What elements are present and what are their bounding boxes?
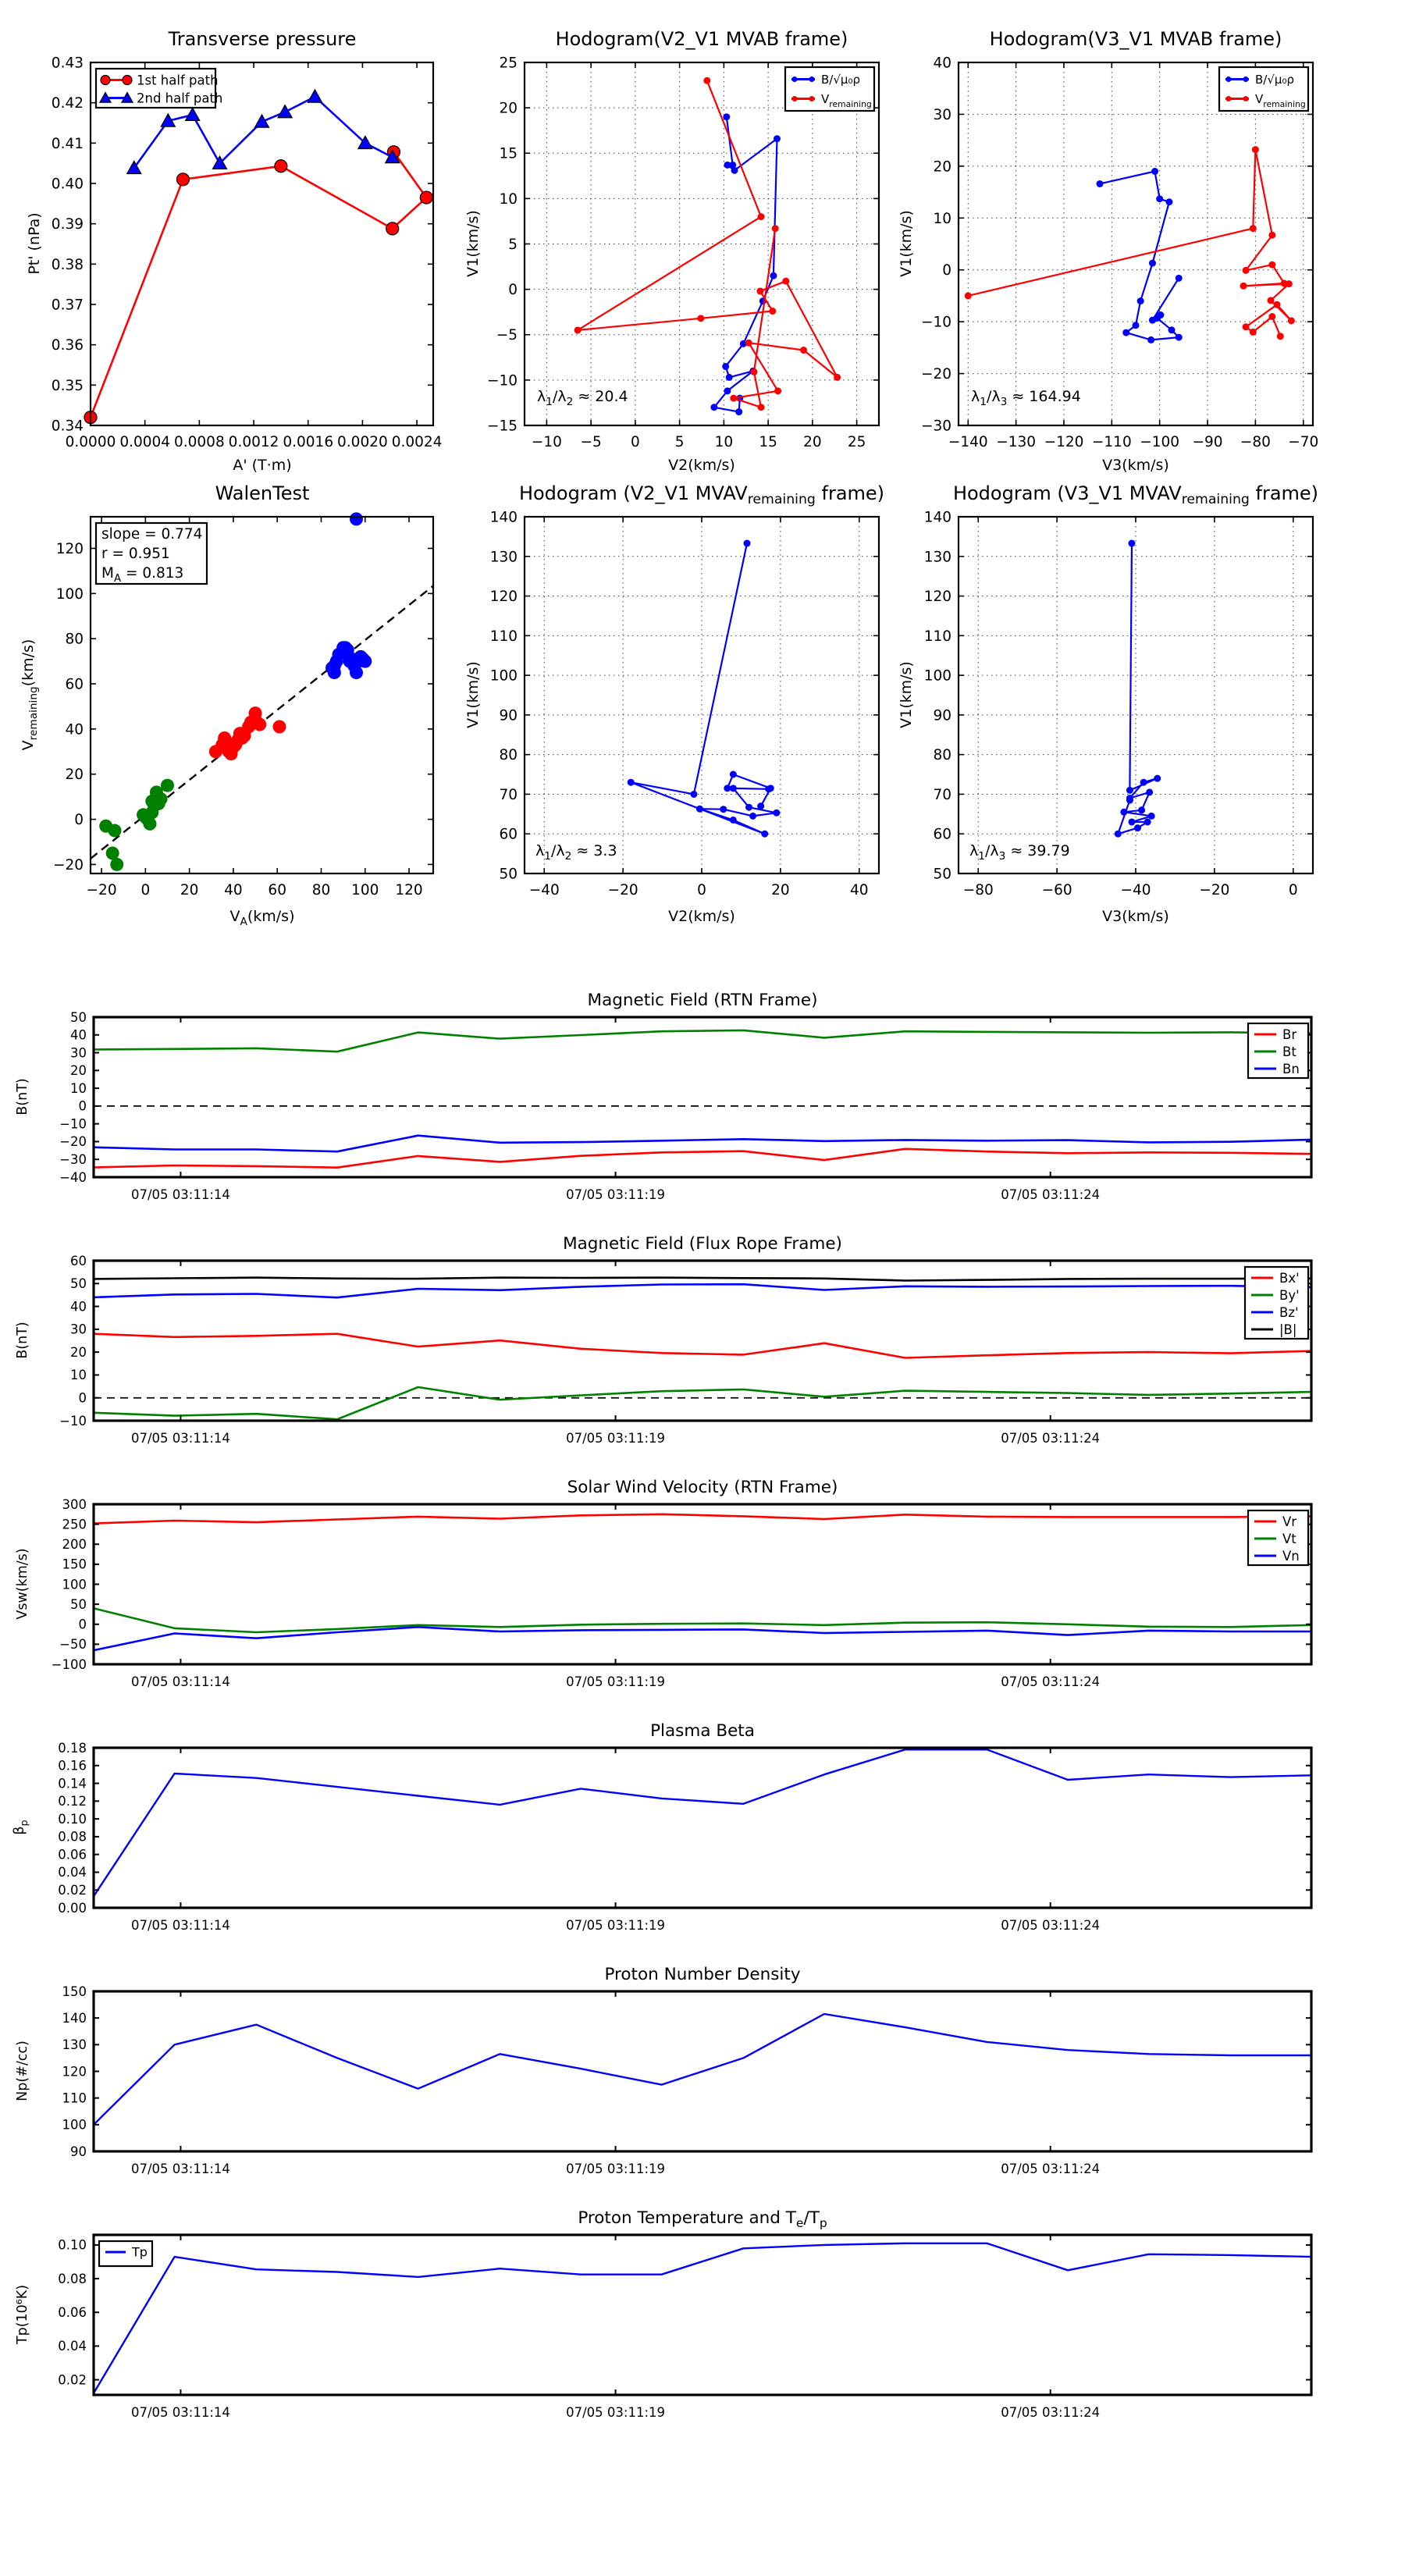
svg-text:30: 30 [70, 1322, 87, 1337]
svg-text:40: 40 [224, 882, 243, 898]
svg-text:−80: −80 [962, 882, 994, 898]
svg-text:110: 110 [489, 628, 518, 645]
svg-text:5: 5 [508, 236, 518, 253]
svg-text:Magnetic Field (RTN Frame): Magnetic Field (RTN Frame) [587, 991, 818, 1010]
svg-text:−10: −10 [920, 314, 951, 331]
svg-text:−100: −100 [1140, 434, 1180, 450]
svg-text:V3(km/s): V3(km/s) [1102, 908, 1169, 925]
svg-text:1st half path: 1st half path [137, 73, 219, 88]
svg-text:−10: −10 [531, 434, 562, 450]
svg-text:Bn: Bn [1282, 1061, 1300, 1076]
svg-text:100: 100 [55, 585, 84, 603]
svg-text:Tp: Tp [132, 2244, 148, 2260]
svg-text:0.14: 0.14 [58, 1776, 87, 1791]
svg-text:110: 110 [923, 628, 951, 645]
svg-text:07/05 03:11:19: 07/05 03:11:19 [566, 1187, 666, 1202]
svg-text:Magnetic Field (Flux Rope Fram: Magnetic Field (Flux Rope Frame) [563, 1234, 842, 1254]
svg-text:V2(km/s): V2(km/s) [668, 908, 735, 925]
svg-text:80: 80 [933, 747, 951, 764]
svg-text:100: 100 [62, 2117, 87, 2133]
svg-text:λ1/λ2 ≈ 3.3: $\lambda_1/\lambda_2 \approx 3.3$ [535, 842, 617, 863]
svg-text:MA = 0.813: $M_A = 0.813$ [101, 565, 184, 585]
svg-text:0.39: 0.39 [51, 216, 84, 233]
svg-text:|B|: |B| [1279, 1322, 1297, 1337]
panel-plasma-beta [12, 1721, 1311, 1933]
svg-text:βp: $\beta_p$ [12, 1820, 30, 1835]
svg-text:0.0008: 0.0008 [173, 434, 225, 450]
svg-text:0.02: 0.02 [58, 2372, 87, 2388]
svg-text:λ1/λ2 ≈ 20.4: $\lambda_1/\lambda_2 \approx 20.4$ [537, 388, 628, 408]
svg-text:07/05 03:11:24: 07/05 03:11:24 [1001, 1431, 1101, 1446]
svg-text:0: 0 [942, 262, 951, 279]
svg-text:10: 10 [70, 1368, 87, 1383]
svg-text:Proton Number Density: Proton Number Density [604, 1965, 801, 1984]
panel-hodogram-v3-v1-mvav-remaining-frame- [898, 482, 1318, 925]
svg-text:120: 120 [55, 540, 84, 557]
svg-text:40: 40 [70, 1299, 87, 1315]
svg-text:20: 20 [180, 882, 199, 898]
svg-text:0.18: 0.18 [58, 1740, 87, 1756]
svg-text:−20: −20 [920, 366, 951, 383]
svg-text:Np(#/cc): Np(#/cc) [15, 2041, 30, 2101]
svg-text:0.0012: 0.0012 [228, 434, 279, 450]
svg-text:−20: −20 [1199, 882, 1230, 898]
svg-text:130: 130 [923, 549, 951, 566]
svg-text:50: 50 [70, 1009, 87, 1025]
svg-text:100: 100 [489, 667, 518, 685]
svg-text:−120: −120 [1044, 434, 1084, 450]
svg-text:07/05 03:11:14: 07/05 03:11:14 [130, 2405, 230, 2420]
svg-text:120: 120 [489, 589, 518, 606]
svg-text:λ1/λ3 ≈ 164.94: $\lambda_1/\lambda_3 \approx 164.94$ [971, 388, 1081, 408]
svg-text:40: 40 [850, 882, 869, 898]
svg-text:Plasma Beta: Plasma Beta [650, 1721, 755, 1741]
svg-text:Vremaining: $V_{remaining}$ [1255, 91, 1306, 109]
svg-text:0.08: 0.08 [58, 2271, 87, 2286]
svg-text:Hodogram(V2_V1 MVAB frame): Hodogram(V2_V1 MVAB frame) [555, 28, 848, 50]
svg-text:WalenTest: WalenTest [215, 482, 310, 504]
svg-text:0.08: 0.08 [58, 1829, 87, 1845]
svg-text:−140: −140 [948, 434, 988, 450]
svg-text:150: 150 [62, 1984, 87, 1999]
svg-text:0.0024: 0.0024 [391, 434, 443, 450]
svg-text:120: 120 [62, 2064, 87, 2080]
svg-text:100: 100 [923, 667, 951, 685]
svg-text:By': By' [1279, 1287, 1300, 1303]
svg-text:20: 20 [70, 1344, 87, 1360]
svg-text:VA(km/s): $V_A(km/s)$ [229, 908, 295, 928]
svg-text:Tp(10⁶K): Tp(10⁶K) [15, 2284, 30, 2345]
svg-text:−50: −50 [59, 1637, 87, 1653]
svg-text:−40: −40 [1120, 882, 1151, 898]
svg-text:Vt: Vt [1282, 1531, 1297, 1546]
svg-text:80: 80 [65, 631, 84, 648]
svg-text:B(nT): B(nT) [15, 1078, 30, 1115]
panel-walentest [20, 482, 433, 928]
svg-text:80: 80 [311, 882, 331, 898]
svg-text:07/05 03:11:24: 07/05 03:11:24 [1001, 1918, 1101, 1933]
svg-text:Bz': Bz' [1279, 1304, 1299, 1320]
svg-text:slope = 0.774: slope = 0.774 [101, 526, 203, 543]
svg-text:150: 150 [62, 1557, 87, 1572]
svg-text:Proton Temperature and Te/Tp: Proton Temperature and $T_e/T_p$ [578, 2208, 827, 2230]
svg-text:140: 140 [489, 509, 518, 526]
svg-text:−30: −30 [59, 1151, 87, 1167]
svg-text:0.16: 0.16 [58, 1758, 87, 1774]
svg-text:07/05 03:11:19: 07/05 03:11:19 [566, 2161, 666, 2176]
svg-text:−80: −80 [1240, 434, 1271, 450]
svg-text:0: 0 [78, 1390, 87, 1406]
svg-text:−10: −10 [59, 1413, 87, 1429]
svg-text:0: 0 [78, 1617, 87, 1632]
svg-text:0.12: 0.12 [58, 1794, 87, 1809]
svg-text:−70: −70 [1288, 434, 1319, 450]
svg-text:0: 0 [630, 434, 640, 450]
svg-text:Bx': Bx' [1279, 1270, 1300, 1286]
svg-text:Vremaining: $V_{remaining}$ [821, 91, 872, 109]
svg-text:Hodogram(V3_V1 MVAB frame): Hodogram(V3_V1 MVAB frame) [989, 28, 1282, 50]
svg-text:60: 60 [268, 882, 286, 898]
svg-text:0.40: 0.40 [51, 176, 84, 193]
svg-text:Pt' (nPa): Pt' (nPa) [26, 212, 43, 275]
panel-hodogram-v2-v1-mvav-remaining-frame- [464, 482, 884, 925]
svg-text:0.42: 0.42 [51, 95, 84, 112]
svg-text:50: 50 [70, 1276, 87, 1292]
svg-text:0.38: 0.38 [51, 256, 84, 273]
panel-transverse-pressure [26, 28, 442, 474]
svg-text:0: 0 [74, 812, 84, 829]
svg-text:Hodogram (V2_V1 MVAVremaining: Hodogram (V2_V1 $MVAV_{remaining}$ frame) [518, 482, 885, 507]
svg-text:90: 90 [499, 707, 518, 724]
svg-text:Hodogram (V3_V1 MVAVremaining: Hodogram (V3_V1 $MVAV_{remaining}$ frame) [952, 482, 1319, 507]
svg-text:0.41: 0.41 [51, 135, 84, 152]
svg-text:20: 20 [499, 100, 518, 117]
panel-hodogram-v3-v1-mvab-frame- [898, 28, 1318, 474]
svg-text:V1(km/s): V1(km/s) [898, 210, 915, 277]
svg-text:0.10: 0.10 [58, 2237, 87, 2253]
svg-text:07/05 03:11:19: 07/05 03:11:19 [566, 2405, 666, 2420]
panel-solar-wind-velocity-rtn-frame- [15, 1478, 1311, 1689]
svg-text:Vr: Vr [1282, 1514, 1297, 1529]
svg-text:0.36: 0.36 [51, 337, 84, 354]
svg-text:20: 20 [70, 1063, 87, 1079]
svg-text:07/05 03:11:19: 07/05 03:11:19 [566, 1918, 666, 1933]
svg-text:−20: −20 [607, 882, 638, 898]
svg-text:100: 100 [351, 882, 379, 898]
svg-text:80: 80 [499, 747, 518, 764]
svg-text:50: 50 [70, 1596, 87, 1612]
svg-text:0: 0 [140, 882, 151, 898]
svg-text:60: 60 [65, 676, 84, 693]
svg-text:0: 0 [1288, 882, 1298, 898]
svg-text:Br: Br [1282, 1026, 1297, 1042]
svg-text:0.0020: 0.0020 [337, 434, 388, 450]
svg-text:10: 10 [499, 190, 518, 208]
svg-text:−110: −110 [1091, 434, 1132, 450]
svg-text:07/05 03:11:19: 07/05 03:11:19 [566, 1431, 666, 1446]
svg-text:70: 70 [933, 786, 951, 803]
svg-text:0.04: 0.04 [58, 2339, 87, 2354]
svg-text:0.34: 0.34 [51, 418, 84, 435]
svg-text:B(nT): B(nT) [15, 1322, 30, 1359]
svg-text:130: 130 [489, 549, 518, 566]
svg-text:B/√μ₀ρ: B/√μ₀ρ [821, 72, 860, 87]
svg-text:50: 50 [933, 866, 951, 883]
svg-text:07/05 03:11:14: 07/05 03:11:14 [130, 1431, 230, 1446]
svg-text:−10: −10 [486, 372, 518, 390]
svg-text:0.0004: 0.0004 [119, 434, 171, 450]
svg-text:60: 60 [70, 1253, 87, 1268]
svg-text:−5: −5 [580, 434, 602, 450]
svg-text:−40: −40 [59, 1169, 87, 1185]
svg-text:120: 120 [395, 882, 423, 898]
svg-text:−20: −20 [86, 882, 117, 898]
svg-text:−60: −60 [1041, 882, 1072, 898]
svg-text:70: 70 [499, 786, 518, 803]
svg-text:20: 20 [65, 767, 84, 784]
svg-text:λ1/λ3 ≈ 39.79: $\lambda_1/\lambda_3 \approx 39.79$ [969, 842, 1070, 863]
svg-text:07/05 03:11:24: 07/05 03:11:24 [1001, 2161, 1101, 2176]
svg-text:110: 110 [62, 2090, 87, 2106]
svg-text:−5: −5 [496, 327, 518, 344]
svg-text:Vremaining(km/s): $V_{remaining}(km/s)$ [20, 639, 40, 751]
svg-text:07/05 03:11:14: 07/05 03:11:14 [130, 2161, 230, 2176]
svg-text:90: 90 [933, 707, 951, 724]
panel-magnetic-field-flux-rope-frame- [15, 1234, 1311, 1446]
svg-text:07/05 03:11:14: 07/05 03:11:14 [130, 1187, 230, 1202]
svg-text:B/√μ₀ρ: B/√μ₀ρ [1255, 72, 1294, 87]
svg-text:140: 140 [62, 2010, 87, 2026]
svg-text:90: 90 [70, 2144, 87, 2159]
svg-text:0.06: 0.06 [58, 2305, 87, 2321]
svg-text:Solar Wind Velocity (RTN Frame: Solar Wind Velocity (RTN Frame) [567, 1478, 838, 1497]
svg-text:−20: −20 [59, 1134, 87, 1150]
svg-text:20: 20 [803, 434, 822, 450]
svg-text:200: 200 [62, 1537, 87, 1553]
svg-text:10: 10 [933, 210, 951, 227]
svg-text:Vn: Vn [1282, 1548, 1300, 1564]
svg-text:07/05 03:11:14: 07/05 03:11:14 [130, 1674, 230, 1689]
svg-text:15: 15 [499, 145, 518, 162]
svg-text:20: 20 [933, 158, 951, 176]
svg-text:−20: −20 [52, 856, 84, 873]
svg-text:−130: −130 [996, 434, 1037, 450]
svg-text:5: 5 [674, 434, 685, 450]
svg-text:30: 30 [933, 106, 951, 123]
svg-text:Bt: Bt [1282, 1044, 1297, 1059]
svg-text:07/05 03:11:24: 07/05 03:11:24 [1001, 2405, 1101, 2420]
svg-text:10: 10 [714, 434, 734, 450]
svg-text:−90: −90 [1192, 434, 1223, 450]
svg-text:A' (T·m): A' (T·m) [233, 457, 292, 474]
svg-text:0.00: 0.00 [58, 1900, 87, 1916]
svg-text:07/05 03:11:19: 07/05 03:11:19 [566, 1674, 666, 1689]
svg-text:40: 40 [65, 721, 84, 738]
svg-text:0.04: 0.04 [58, 1865, 87, 1880]
svg-text:V1(km/s): V1(km/s) [464, 661, 482, 728]
svg-text:0.35: 0.35 [51, 377, 84, 394]
svg-text:0.10: 0.10 [58, 1811, 87, 1827]
svg-text:V1(km/s): V1(km/s) [464, 210, 482, 277]
svg-text:0.0000: 0.0000 [65, 434, 116, 450]
svg-text:Vsw(km/s): Vsw(km/s) [15, 1548, 30, 1620]
svg-text:−10: −10 [59, 1116, 87, 1132]
panel-magnetic-field-rtn-frame- [15, 991, 1311, 1202]
svg-text:0.37: 0.37 [51, 297, 84, 314]
svg-text:−30: −30 [920, 418, 951, 435]
svg-text:40: 40 [933, 55, 951, 72]
svg-text:120: 120 [923, 589, 951, 606]
panel-proton-number-density [15, 1965, 1311, 2176]
svg-text:Transverse pressure: Transverse pressure [168, 28, 357, 50]
svg-text:2nd half path: 2nd half path [137, 91, 223, 106]
svg-text:300: 300 [62, 1496, 87, 1512]
svg-text:50: 50 [499, 866, 518, 883]
svg-text:07/05 03:11:24: 07/05 03:11:24 [1001, 1187, 1101, 1202]
svg-text:V3(km/s): V3(km/s) [1102, 457, 1169, 474]
svg-text:r = 0.951: r = 0.951 [101, 546, 170, 562]
svg-text:0: 0 [508, 282, 518, 299]
svg-text:V2(km/s): V2(km/s) [668, 457, 735, 474]
svg-text:0.43: 0.43 [51, 55, 84, 72]
svg-text:40: 40 [70, 1027, 87, 1043]
svg-text:60: 60 [499, 826, 518, 843]
svg-text:140: 140 [923, 509, 951, 526]
svg-text:250: 250 [62, 1517, 87, 1532]
panel-hodogram-v2-v1-mvab-frame- [464, 28, 879, 474]
svg-text:10: 10 [70, 1080, 87, 1096]
svg-text:−15: −15 [486, 418, 518, 435]
svg-text:0.0016: 0.0016 [283, 434, 334, 450]
svg-text:30: 30 [70, 1045, 87, 1061]
svg-text:25: 25 [847, 434, 866, 450]
svg-text:0: 0 [697, 882, 706, 898]
svg-text:25: 25 [499, 55, 518, 72]
svg-text:100: 100 [62, 1577, 87, 1592]
svg-text:07/05 03:11:24: 07/05 03:11:24 [1001, 1674, 1101, 1689]
svg-text:130: 130 [62, 2037, 87, 2053]
svg-text:20: 20 [771, 882, 790, 898]
svg-text:V1(km/s): V1(km/s) [898, 661, 915, 728]
svg-text:0.06: 0.06 [58, 1847, 87, 1863]
panel-proton-temperature-and-t-e-t-p- [15, 2208, 1311, 2420]
svg-text:07/05 03:11:14: 07/05 03:11:14 [130, 1918, 230, 1933]
svg-text:60: 60 [933, 826, 951, 843]
svg-text:−40: −40 [528, 882, 560, 898]
svg-text:0: 0 [78, 1098, 87, 1114]
svg-text:0.02: 0.02 [58, 1882, 87, 1898]
svg-text:15: 15 [759, 434, 777, 450]
svg-text:−100: −100 [51, 1656, 87, 1672]
